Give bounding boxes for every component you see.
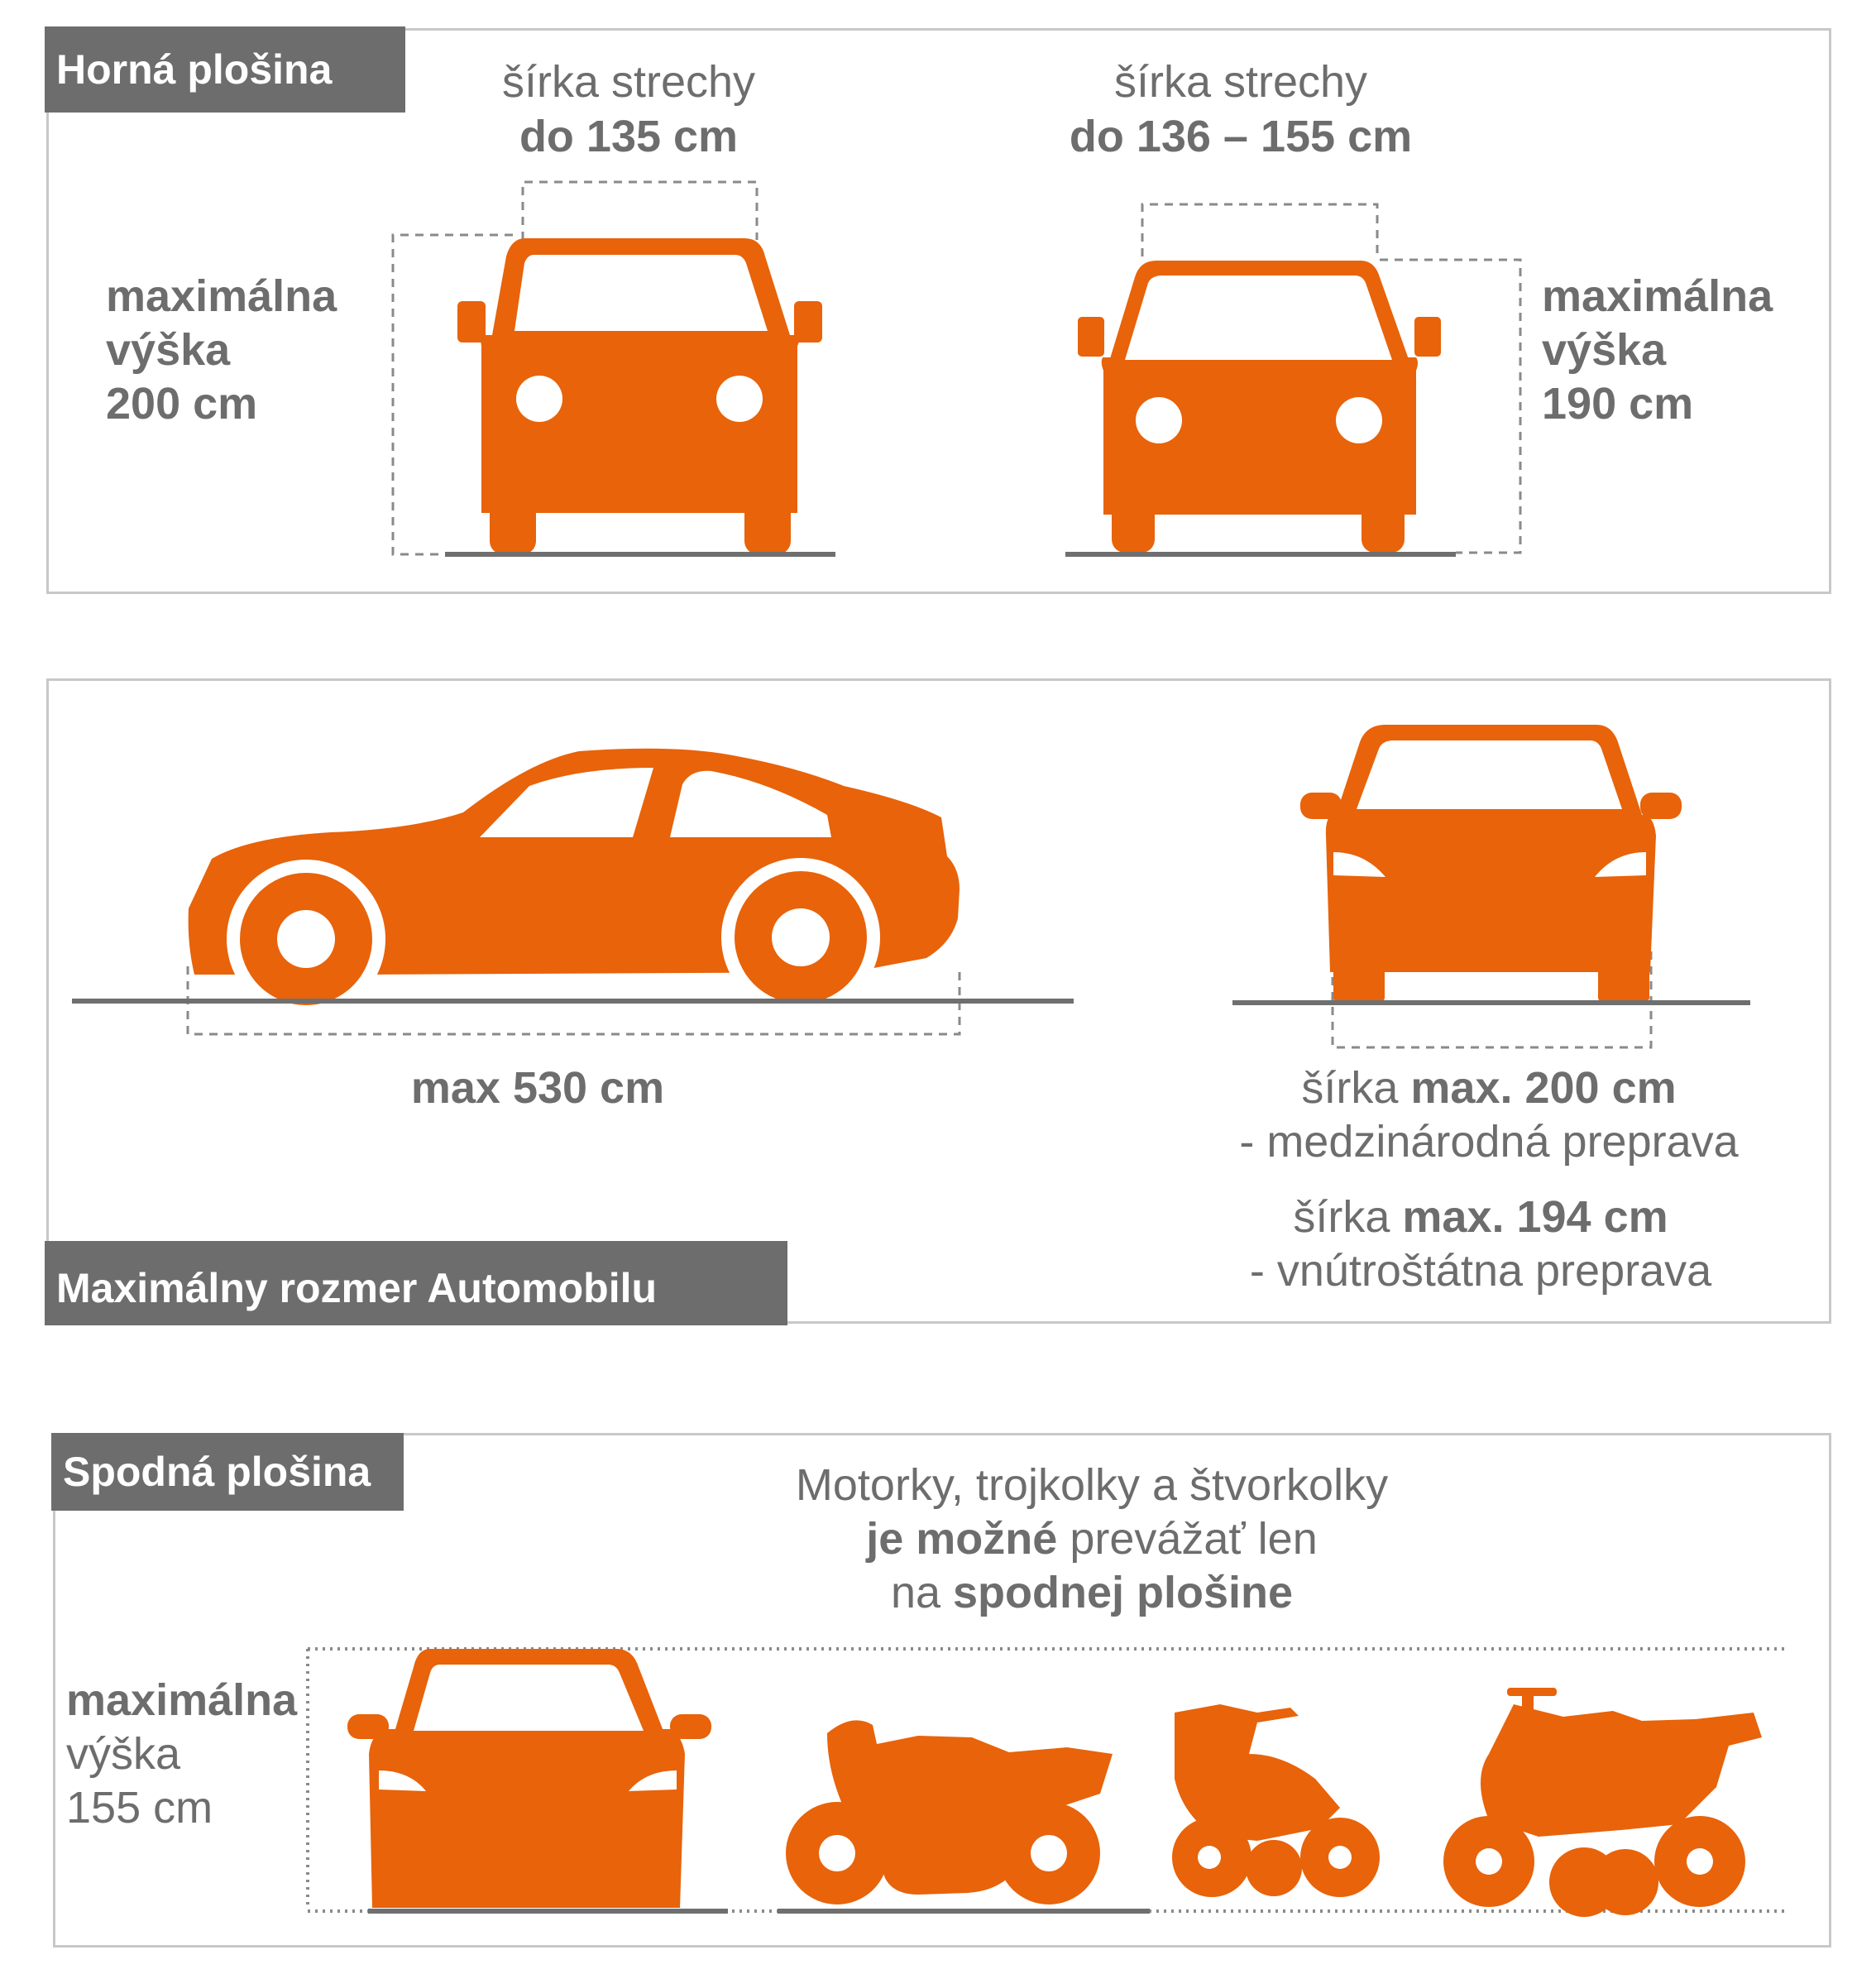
max-length-label: max 530 cm [410, 1063, 665, 1113]
car2-roof-label: šírka strechy [1113, 57, 1368, 107]
car2-roof-dimension [1142, 204, 1377, 256]
lower-note-bold1: je možné [866, 1514, 1058, 1564]
width-domestic-value: max. 194 cm [1402, 1192, 1668, 1242]
lower-note-rest1: prevážať len [1057, 1514, 1318, 1564]
lower-note-line1: Motorky, trojkolky a štvorkolky [795, 1460, 1389, 1510]
lower-height-line3: 155 cm [66, 1783, 213, 1833]
left-height-line3: 200 cm [106, 379, 258, 429]
right-height-line3: 190 cm [1542, 379, 1694, 429]
car-front-icon [1065, 204, 1520, 554]
max-dimensions-tag: Maximálny rozmer Automobilu [45, 1241, 787, 1325]
lower-height-line2: výška [66, 1729, 181, 1779]
width-domestic-prefix: šírka [1293, 1192, 1403, 1242]
car1-roof-label: šírka strechy [501, 57, 756, 107]
tricycle-icon [1172, 1704, 1380, 1897]
left-height-line2: výška [106, 325, 231, 375]
lower-platform-tag: Spodná plošina [51, 1433, 404, 1511]
left-height-line1: maximálna [106, 271, 337, 321]
motorcycle-icon [778, 1720, 1150, 1911]
width-international-prefix: šírka [1301, 1063, 1411, 1113]
upper-platform-tag: Horná plošina [45, 26, 405, 113]
car-front-icon [347, 1649, 728, 1911]
car2-roof-value: do 136 – 155 cm [1069, 112, 1413, 161]
quad-icon [1443, 1688, 1762, 1917]
right-height-line1: maximálna [1542, 271, 1773, 321]
lower-height-line1: maximálna [66, 1675, 298, 1725]
width-international-note: - medzinárodná preprava [1239, 1117, 1739, 1167]
car1-roof-value: do 135 cm [519, 112, 739, 161]
car1-roof-dimension [523, 182, 757, 240]
car-side-icon [72, 749, 1074, 1034]
right-height-line2: výška [1542, 325, 1667, 375]
lower-note-rest2: na [890, 1568, 954, 1617]
width-international-value: max. 200 cm [1410, 1063, 1677, 1113]
car-front-icon [393, 182, 835, 554]
lower-note-bold2: spodnej plošine [953, 1568, 1294, 1617]
car-front-icon [1232, 725, 1750, 1047]
width-domestic-note: - vnútroštátna preprava [1249, 1246, 1712, 1296]
